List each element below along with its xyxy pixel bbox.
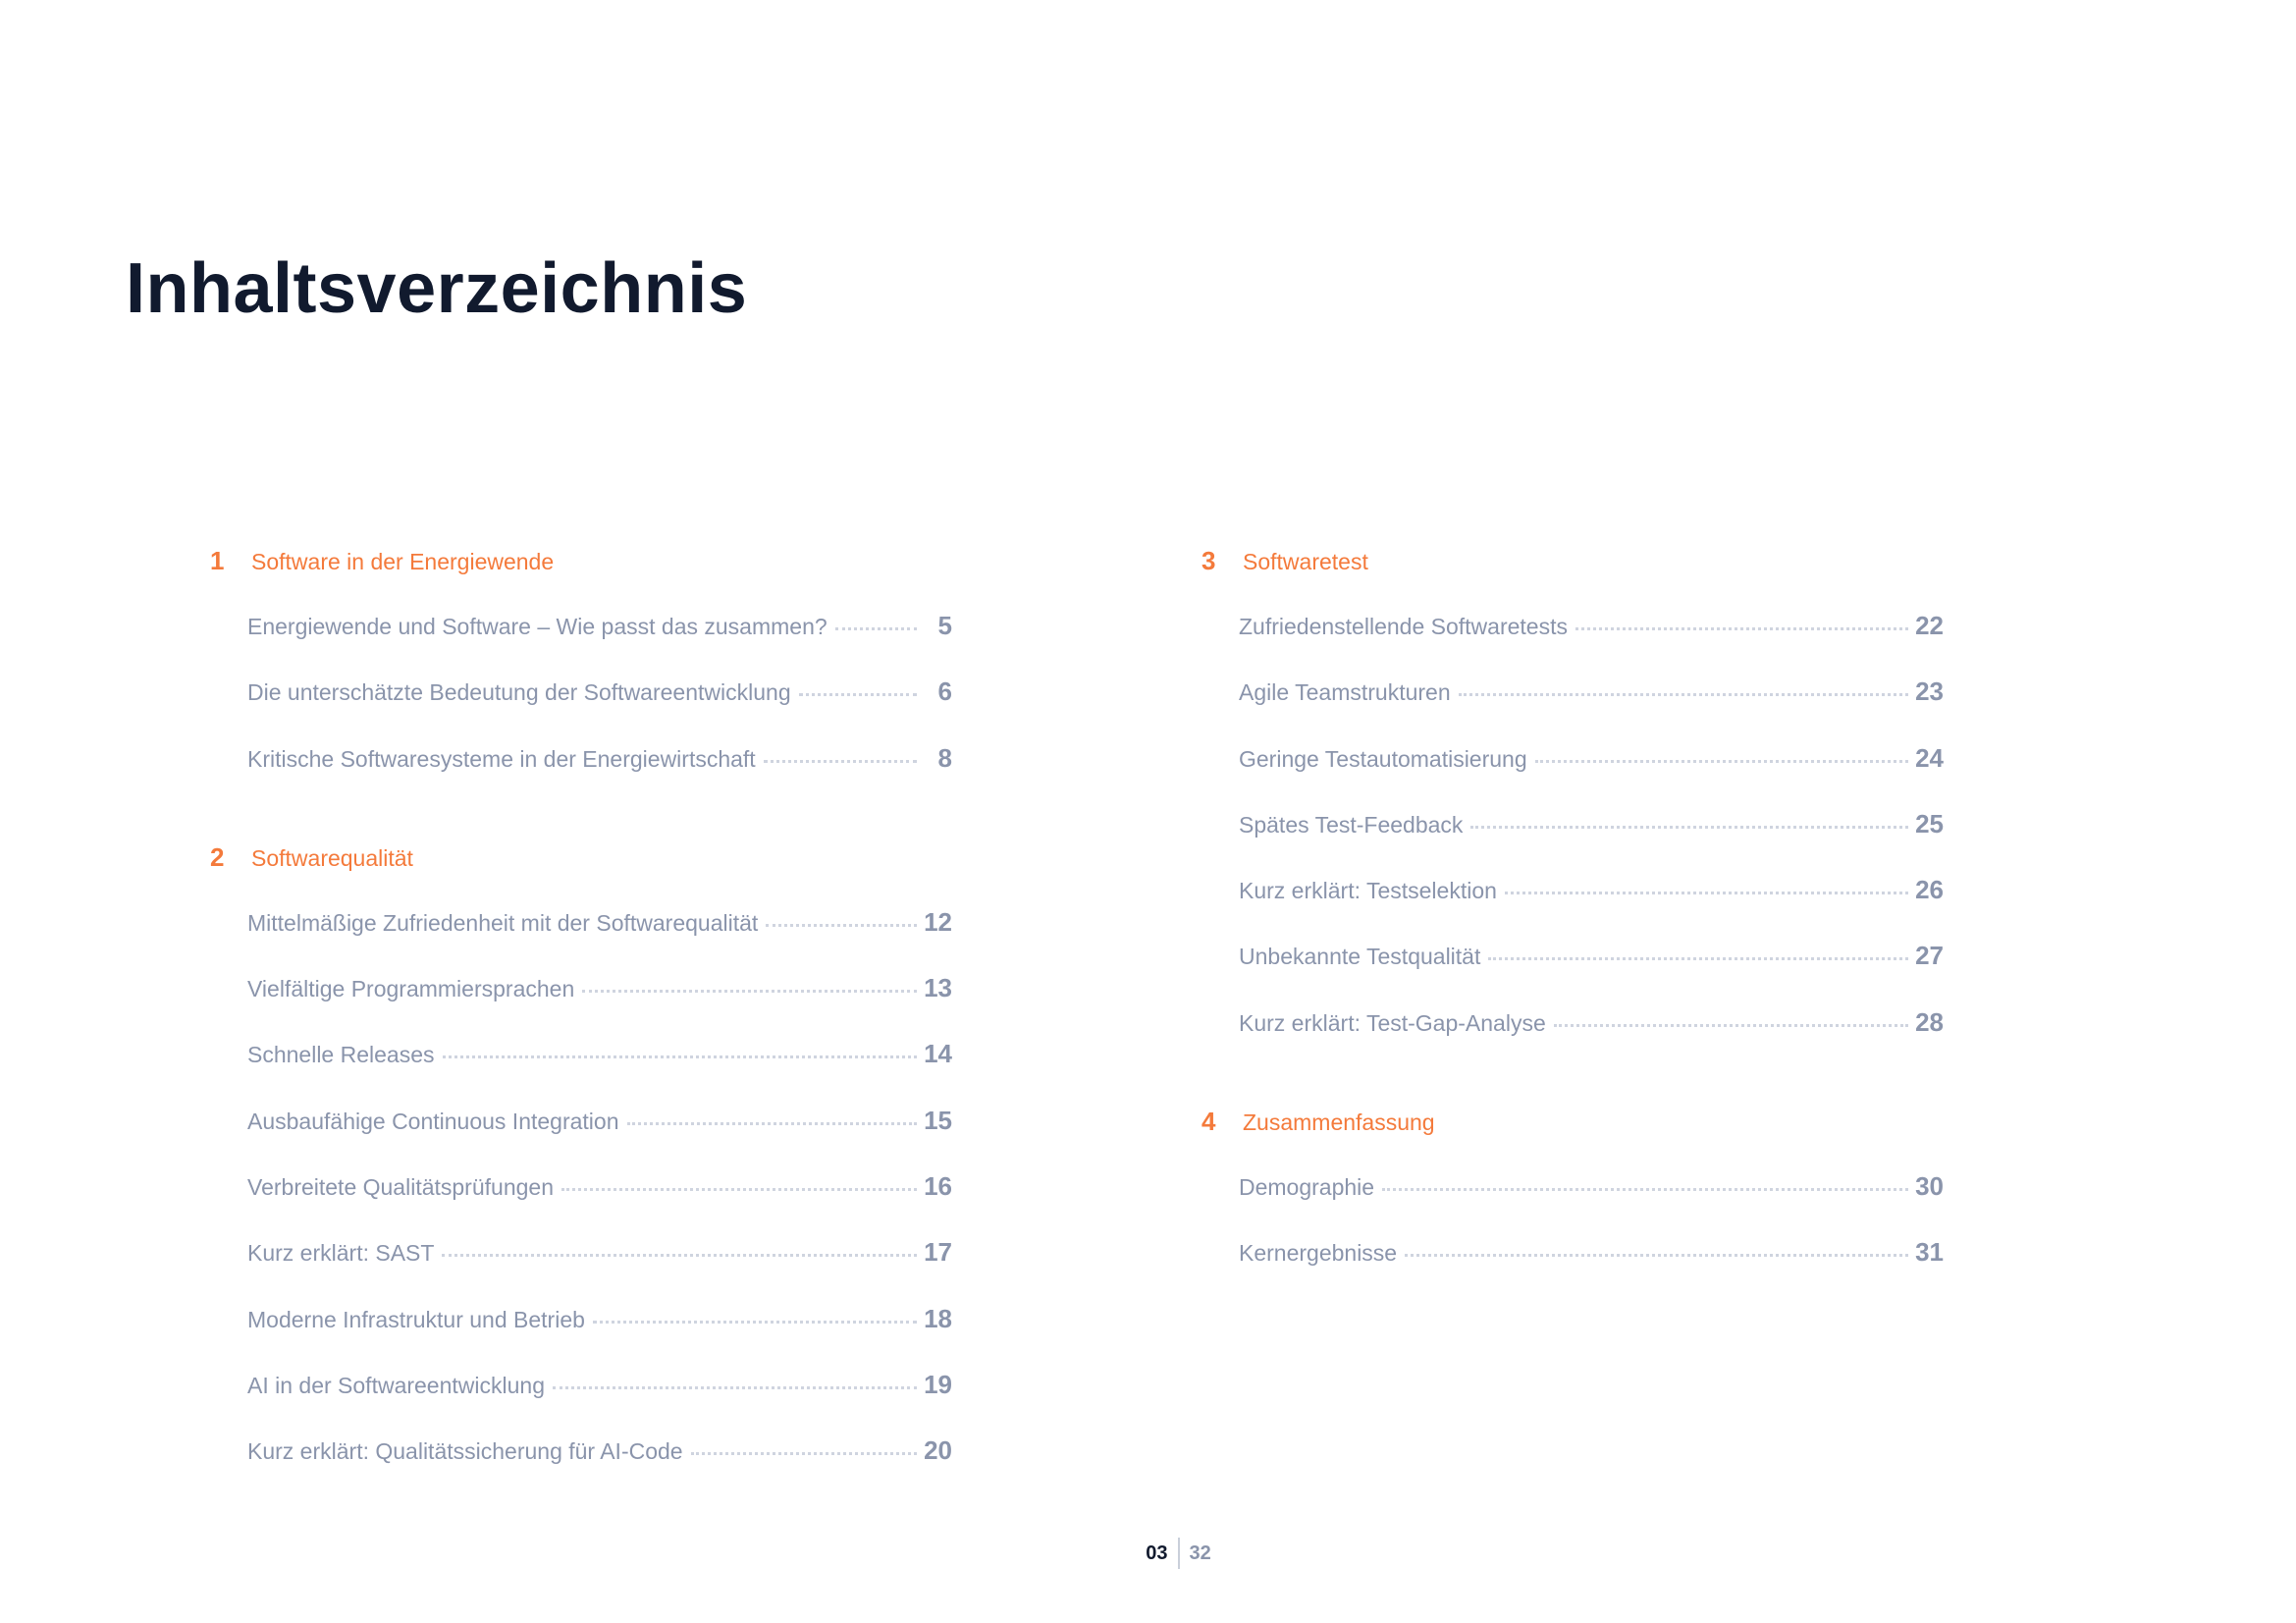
entry-page-number: 27 (1915, 941, 1944, 971)
current-page-number: 03 (1146, 1542, 1168, 1564)
page-title: Inhaltsverzeichnis (126, 249, 748, 328)
toc-entry[interactable] (247, 973, 952, 1039)
section-entries (1198, 1156, 1944, 1304)
section-number: 2 (210, 841, 225, 872)
entry-title: Spätes Test-Feedback (1239, 811, 1464, 838)
toc-entry[interactable] (247, 1106, 952, 1171)
entry-page-number: 5 (937, 611, 952, 640)
entry-title: Unbekannte Testqualität (1239, 944, 1481, 970)
dot-leader (1459, 693, 1908, 696)
entry-title: Kurz erklärt: Testselektion (1239, 878, 1497, 904)
entry-title: Demographie (1239, 1174, 1375, 1201)
entry-page-number: 19 (924, 1369, 952, 1399)
dot-leader (1554, 1024, 1908, 1027)
section-entries (206, 595, 952, 809)
toc-entry[interactable] (1239, 941, 1944, 1006)
dot-leader (582, 990, 917, 993)
section-spacer (206, 809, 952, 842)
section-heading[interactable] (1198, 546, 1944, 595)
section-heading[interactable] (1198, 1107, 1944, 1156)
entry-title: Kurz erklärt: Qualitätssicherung für AI-Code (247, 1438, 683, 1465)
entry-title: Kurz erklärt: SAST (247, 1240, 435, 1267)
toc-entry[interactable] (1239, 676, 1944, 742)
entry-title: Kurz erklärt: Test-Gap-Analyse (1239, 1009, 1546, 1036)
entry-page-number: 26 (1915, 875, 1944, 905)
entry-title: Geringe Testautomatisierung (1239, 745, 1527, 772)
entry-page-number: 20 (924, 1435, 952, 1466)
entry-page-number: 30 (1915, 1171, 1944, 1202)
dot-leader (691, 1452, 917, 1455)
entry-page-number: 28 (1915, 1006, 1944, 1037)
entry-page-number: 17 (924, 1237, 952, 1268)
toc-column-left (206, 546, 952, 1502)
toc-entry[interactable] (247, 1171, 952, 1237)
dot-leader (1405, 1254, 1908, 1257)
toc-entry[interactable] (247, 1304, 952, 1370)
section-title: Softwaretest (1243, 549, 1368, 574)
entry-page-number: 8 (937, 742, 952, 773)
entry-title: Kritische Softwaresysteme in der Energiewirtschaft (247, 745, 756, 772)
toc-entry[interactable] (247, 907, 952, 973)
entry-page-number: 23 (1915, 676, 1944, 707)
dot-leader (1488, 957, 1908, 960)
dot-leader (627, 1122, 917, 1125)
entry-page-number: 24 (1915, 742, 1944, 773)
dot-leader (593, 1321, 917, 1324)
dot-leader (1470, 826, 1908, 829)
dot-leader (766, 924, 917, 927)
toc-section (206, 842, 952, 1502)
toc-entry[interactable] (1239, 611, 1944, 676)
dot-leader (799, 693, 917, 696)
toc-entry[interactable] (247, 1237, 952, 1303)
section-entries (206, 892, 952, 1502)
entry-title: AI in der Softwareentwicklung (247, 1372, 545, 1398)
entry-title: Ausbaufähige Continuous Integration (247, 1108, 619, 1134)
toc-entry[interactable] (247, 1435, 952, 1501)
entry-page-number: 13 (924, 973, 952, 1003)
entry-page-number: 25 (1915, 808, 1944, 839)
toc-entry[interactable] (1239, 1007, 1944, 1073)
entry-title: Verbreitete Qualitätsprüfungen (247, 1174, 554, 1201)
entry-title: Kernergebnisse (1239, 1240, 1398, 1267)
dot-leader (764, 760, 917, 763)
section-heading[interactable] (206, 842, 952, 892)
entry-page-number: 22 (1915, 611, 1944, 640)
entry-title: Energiewende und Software – Wie passt das zusammen? (247, 614, 828, 639)
dot-leader (1382, 1188, 1908, 1191)
entry-title: Schnelle Releases (247, 1042, 435, 1068)
section-number: 4 (1201, 1107, 1216, 1137)
section-entries (1198, 595, 1944, 1073)
toc-entry[interactable] (1239, 1171, 1944, 1237)
entry-title: Die unterschätzte Bedeutung der Softwareentwicklung (247, 679, 791, 706)
entry-title: Moderne Infrastruktur und Betrieb (247, 1306, 585, 1332)
toc-section (206, 546, 952, 809)
toc-entry[interactable] (1239, 875, 1944, 941)
entry-page-number: 12 (924, 906, 952, 937)
toc-entry[interactable] (1239, 1237, 1944, 1303)
dot-leader (835, 627, 917, 630)
section-title: Software in der Energiewende (251, 549, 555, 574)
toc-entry[interactable] (247, 743, 952, 809)
section-spacer (1198, 1073, 1944, 1107)
page-footer (0, 1538, 2296, 1569)
toc-entry[interactable] (1239, 809, 1944, 875)
toc-entry[interactable] (247, 676, 952, 742)
dot-leader (561, 1188, 917, 1191)
total-pages-number: 32 (1189, 1542, 1211, 1564)
toc-entry[interactable] (247, 1039, 952, 1105)
toc-section (1198, 1107, 1944, 1304)
section-number: 3 (1201, 546, 1216, 575)
toc-entry[interactable] (247, 611, 952, 676)
section-title: Zusammenfassung (1243, 1109, 1435, 1136)
entry-page-number: 16 (924, 1171, 952, 1202)
dot-leader (443, 1055, 917, 1058)
dot-leader (1575, 627, 1908, 630)
dot-leader (442, 1254, 917, 1257)
entry-page-number: 14 (924, 1039, 952, 1069)
toc-entry[interactable] (1239, 743, 1944, 809)
dot-leader (1505, 892, 1908, 894)
entry-title: Vielfältige Programmiersprachen (247, 976, 575, 1002)
toc-section (1198, 546, 1944, 1073)
toc-column-right (1198, 546, 1944, 1304)
entry-page-number: 18 (924, 1303, 952, 1333)
entry-title: Zufriedenstellende Softwaretests (1239, 614, 1568, 639)
toc-entry[interactable] (247, 1370, 952, 1435)
dot-leader (1535, 760, 1908, 763)
entry-title: Mittelmäßige Zufriedenheit mit der Softwarequalität (247, 909, 759, 936)
entry-title: Agile Teamstrukturen (1239, 679, 1451, 706)
section-title: Softwarequalität (251, 844, 413, 871)
entry-page-number: 6 (937, 676, 952, 707)
section-heading[interactable] (206, 546, 952, 595)
dot-leader (553, 1386, 917, 1389)
section-number: 1 (210, 546, 225, 575)
entry-page-number: 31 (1915, 1237, 1944, 1268)
entry-page-number: 15 (924, 1105, 952, 1135)
